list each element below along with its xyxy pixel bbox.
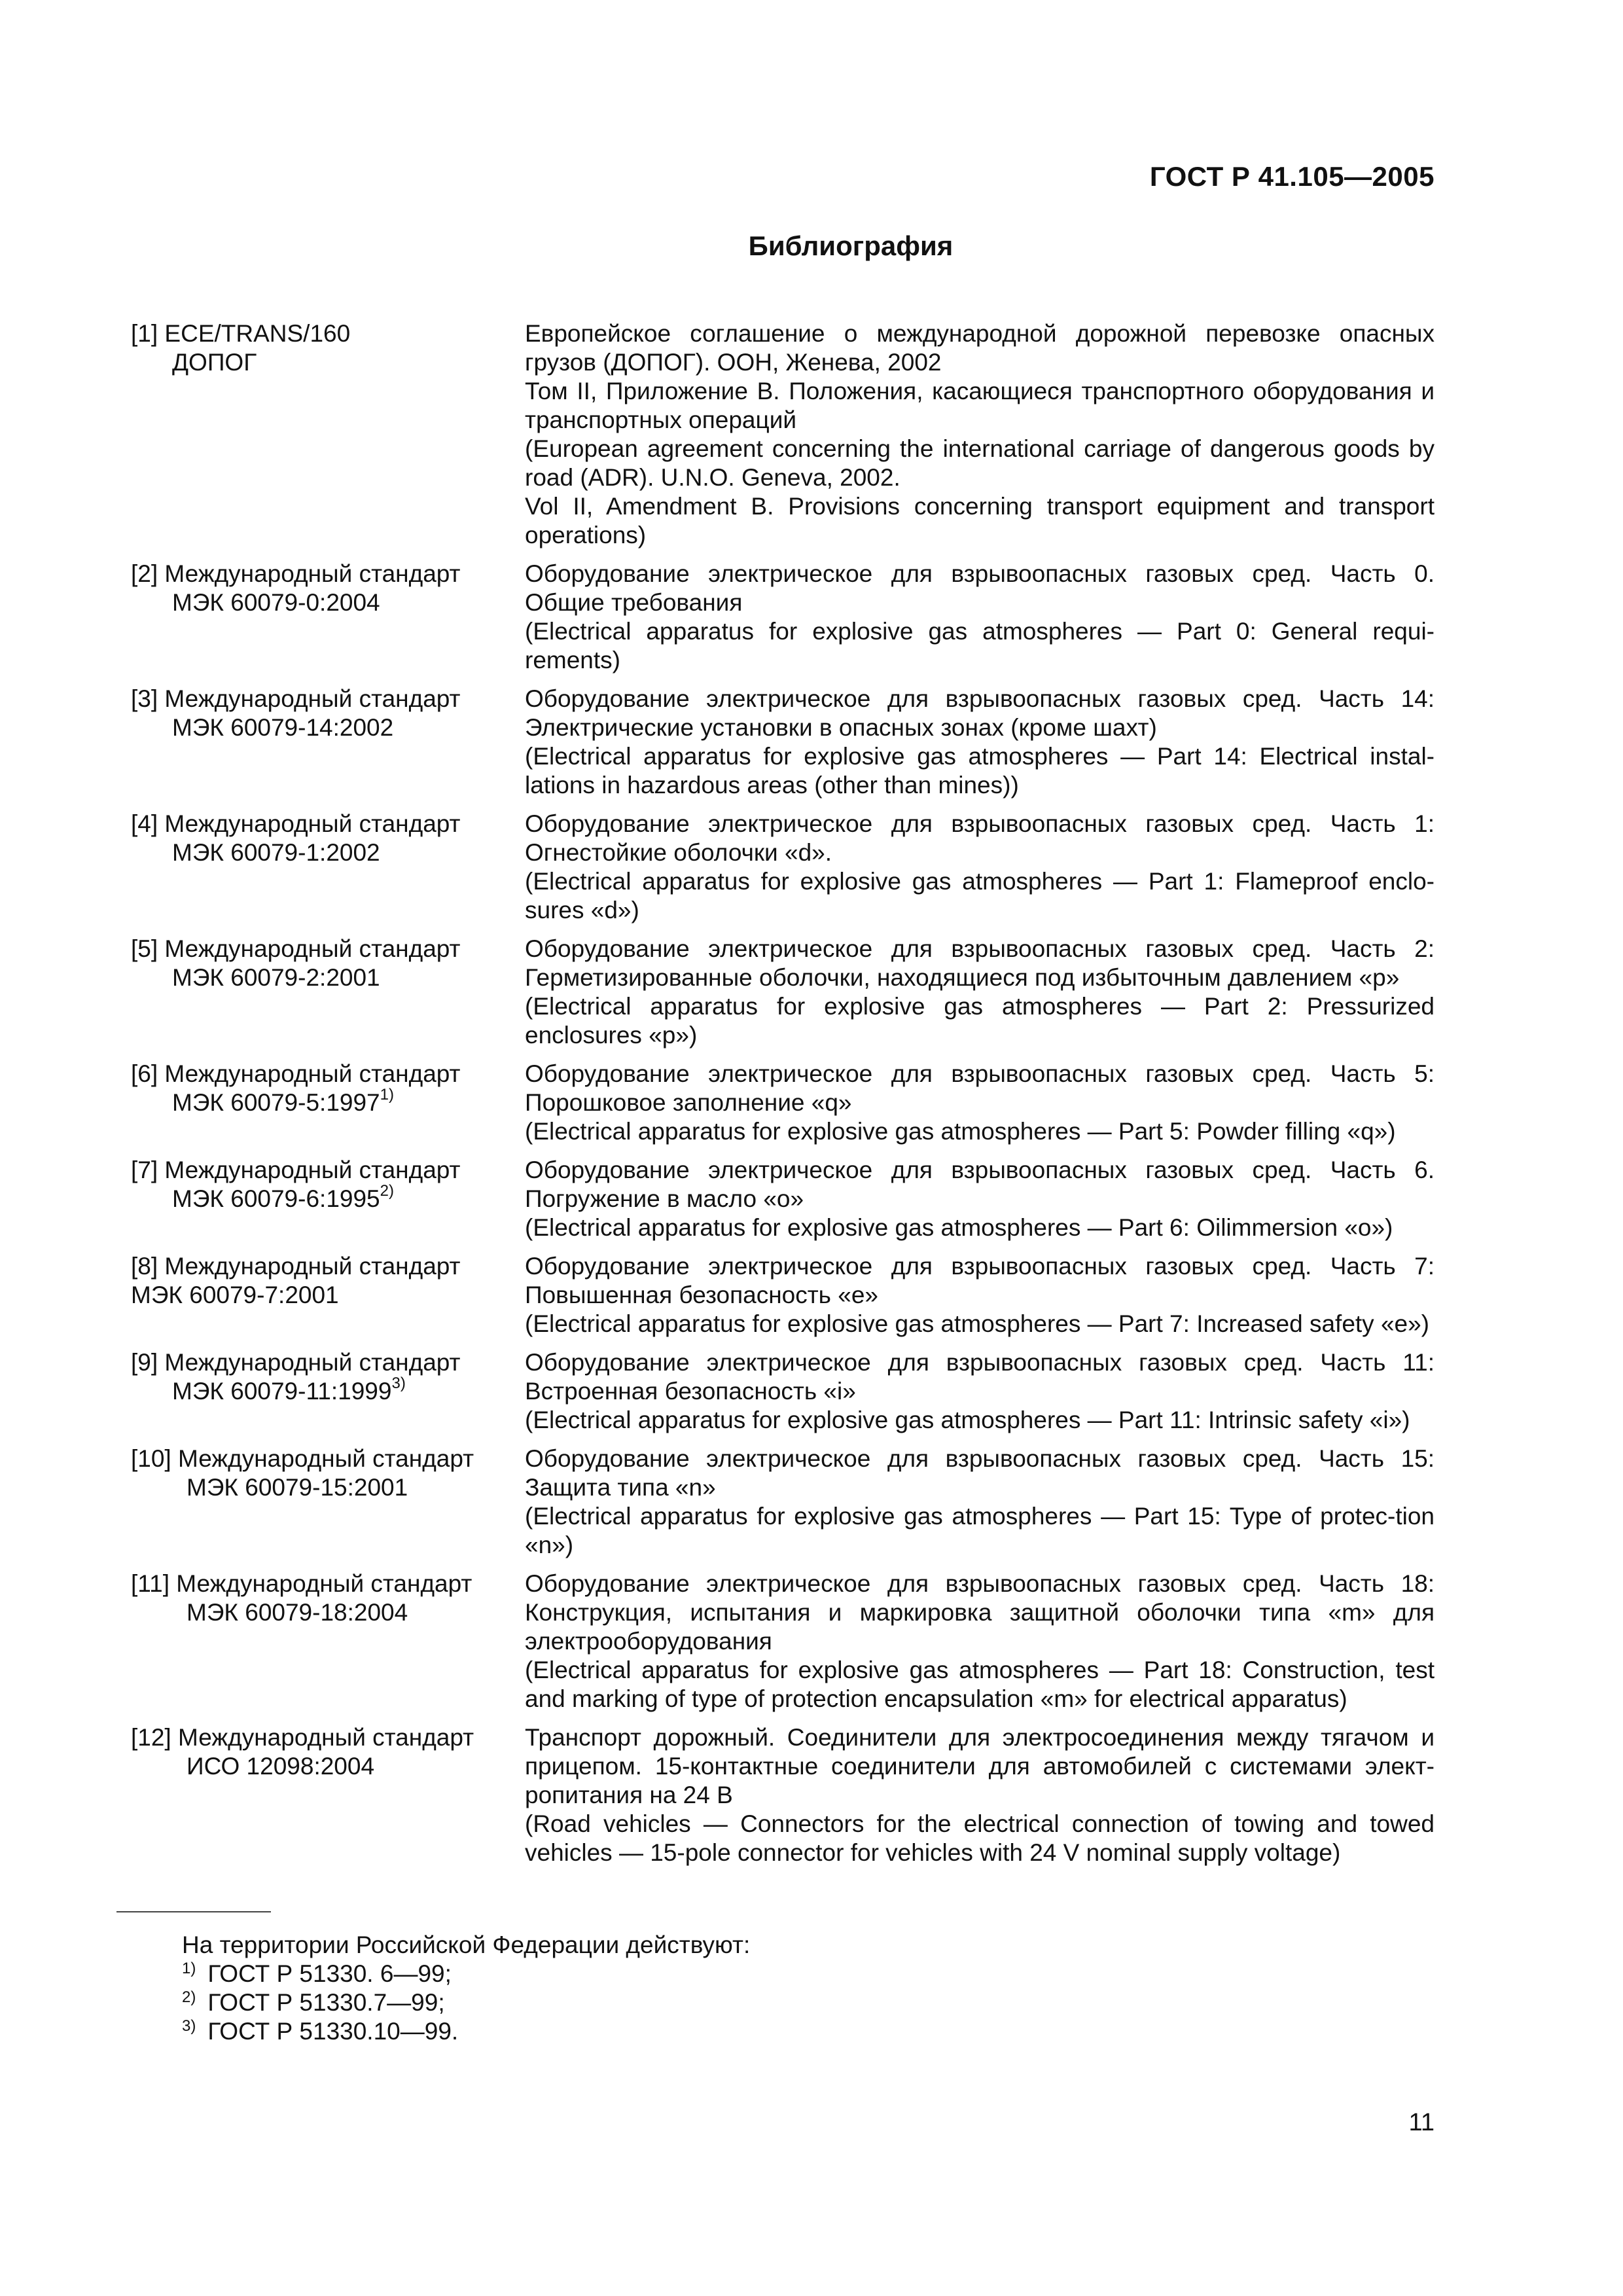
entry-ref-line2: МЭК 60079-7:2001 [131,1282,339,1308]
bibliography-list [131,319,1435,1877]
entry-desc-line: (Electrical apparatus for explosive gas atmospheres — Part 1: Flameproof enclo-sures «d») [525,868,1435,924]
footnote-text: ГОСТ Р 51330.10—99. [207,2018,459,2045]
bibliography-entry [131,935,1435,1050]
entry-ref-line1: Международный стандарт [164,810,461,837]
bibliography-entry [131,560,1435,675]
entry-ref-line2: МЭК 60079-5:1997 [172,1089,380,1116]
entry-desc-line: Оборудование электрическое для взрывоопасных газовых сред. Часть 6. Погружение в масло «о» [525,1157,1435,1212]
entry-number: [9] [131,1349,158,1376]
entry-desc-line: (Electrical apparatus for explosive gas atmospheres — Part 6: Oilimmersion «о») [525,1214,1393,1241]
footnote-item [182,1988,750,2017]
entry-reference [131,810,524,925]
entry-ref-line1: Международный стандарт [176,1570,473,1597]
footnote-intro: На территории Российской Федерации действуют: [182,1931,751,1958]
footnote-mark: 1) [182,1959,196,1977]
entry-description [524,319,1435,550]
entry-desc-line: (Electrical apparatus for explosive gas atmospheres — Part 18: Construction, test and marking of type of protection encapsulation «m» for electrical apparatus) [525,1657,1435,1712]
entry-number: [8] [131,1253,158,1280]
entry-number: [12] [131,1724,171,1751]
entry-ref-line2: МЭК 60079-11:1999 [172,1378,392,1405]
entry-description [524,1060,1435,1146]
entry-description [524,1444,1435,1560]
entry-desc-line: Vol II, Amendment B. Provisions concerning transport equipment and transport operations) [525,493,1435,548]
entry-ref-line1: Международный стандарт [178,1445,474,1472]
entry-desc-line: (Electrical apparatus for explosive gas atmospheres — Part 15: Type of protec-tion «n») [525,1503,1435,1558]
entry-ref-line1: Международный стандарт [178,1724,474,1751]
page-title: Библиография [748,230,954,261]
entry-ref-line2: МЭК 60079-15:2001 [187,1474,408,1501]
entry-ref-line1: Международный стандарт [164,1157,461,1183]
bibliography-entry [131,1570,1435,1713]
entry-reference [131,685,524,800]
entry-desc-line: Оборудование электрическое для взрывоопасных газовых сред. Часть 14: Электрические установки в опасных зонах (кроме шахт) [525,685,1435,741]
footnote-text: ГОСТ Р 51330. 6—99; [207,1960,452,1987]
entry-description [524,685,1435,800]
entry-number: [11] [131,1570,169,1597]
footnote-item [182,1960,750,1988]
entry-desc-line: Европейское соглашение о международной дорожной перевозке опасных грузов (ДОПОГ). ООН, Женева, 2002 [525,320,1435,376]
entry-reference [131,1156,524,1242]
entry-desc-line: Оборудование электрическое для взрывоопасных газовых сред. Часть 0. Общие требования [525,560,1435,616]
entry-desc-line: Оборудование электрическое для взрывоопасных газовых сред. Часть 11: Встроенная безопасность «i» [525,1349,1435,1405]
entry-desc-line: Оборудование электрическое для взрывоопасных газовых сред. Часть 7: Повышенная безопасность «е» [525,1253,1435,1308]
entry-reference [131,1252,524,1338]
footnote-marker: 3) [391,1374,406,1392]
entry-description [524,1570,1435,1713]
footnote-mark: 3) [182,2017,196,2035]
entry-ref-line1: Международный стандарт [164,685,461,712]
entry-reference [131,560,524,675]
footnote-item [182,2017,750,2046]
entry-ref-line1: Международный стандарт [164,1253,461,1280]
entry-desc-line: (Electrical apparatus for explosive gas atmospheres — Part 0: General requi-rements) [525,618,1435,673]
entry-reference [131,1723,524,1867]
footnote-text: ГОСТ Р 51330.7—99; [207,1989,445,2016]
entry-description [524,810,1435,925]
footnote-marker: 1) [380,1085,394,1103]
entry-ref-line2: ИСО 12098:2004 [187,1753,375,1780]
entry-number: [5] [131,935,158,962]
entry-ref-line2: ДОПОГ [172,349,257,376]
entry-description [524,1348,1435,1435]
bibliography-entry [131,1252,1435,1338]
entry-reference [131,1060,524,1146]
entry-ref-line1: Международный стандарт [164,1060,461,1087]
entry-number: [7] [131,1157,158,1183]
entry-desc-line: Оборудование электрическое для взрывоопасных газовых сред. Часть 1: Огнестойкие оболочки «d». [525,810,1435,866]
bibliography-entry [131,1348,1435,1435]
entry-desc-line: (Electrical apparatus for explosive gas atmospheres — Part 14: Electrical instal-lations in hazardous areas (other than mines)) [525,743,1435,798]
entry-description [524,935,1435,1050]
bibliography-entry [131,810,1435,925]
bibliography-entry [131,1156,1435,1242]
footnote-mark: 2) [182,1988,196,2006]
entry-desc-line: (Electrical apparatus for explosive gas atmospheres — Part 5: Powder filling «q») [525,1118,1396,1145]
entry-reference [131,1570,524,1713]
bibliography-entry [131,1723,1435,1867]
entry-reference [131,1444,524,1560]
entry-desc-line: Оборудование электрическое для взрывоопасных газовых сред. Часть 5: Порошковое заполнение «q» [525,1060,1435,1116]
footnote-marker: 2) [380,1181,394,1200]
entry-ref-line2: МЭК 60079-6:1995 [172,1185,380,1212]
entry-desc-line: (European agreement concerning the international carriage of dangerous goods by road (ADR). U.N.O. Geneva, 2002. [525,435,1435,491]
entry-number: [6] [131,1060,158,1087]
entry-number: [2] [131,560,158,587]
entry-number: [10] [131,1445,171,1472]
footnote-separator [116,1911,271,1912]
entry-reference [131,1348,524,1435]
entry-ref-line1: Международный стандарт [164,1349,461,1376]
entry-number: [1] [131,320,158,347]
entry-desc-line: (Electrical apparatus for explosive gas atmospheres — Part 2: Pressurized enclosures «р») [525,993,1435,1049]
entry-description [524,1252,1435,1338]
entry-description [524,1156,1435,1242]
entry-desc-line: Оборудование электрическое для взрывоопасных газовых сред. Часть 18: Конструкция, испытания и маркировка защитной оболочки типа «m» для электрооборудования [525,1570,1435,1655]
footnotes [182,1931,750,2046]
entry-desc-line: Транспорт дорожный. Соединители для электросоединения между тягачом и прицепом. 15-контактные соединители для автомобилей с системами элект-ропитания на 24 В [525,1724,1435,1808]
bibliography-entry [131,319,1435,550]
entry-desc-line: Том II, Приложение В. Положения, касающиеся транспортного оборудования и транспортных операций [525,378,1435,433]
entry-ref-line1: Международный стандарт [164,560,461,587]
entry-ref-line2: МЭК 60079-0:2004 [172,589,380,616]
entry-desc-line: Оборудование электрическое для взрывоопасных газовых сред. Часть 2: Герметизированные оболочки, находящиеся под избыточным давлением «р» [525,935,1435,991]
entry-description [524,560,1435,675]
entry-desc-line: Оборудование электрическое для взрывоопасных газовых сред. Часть 15: Защита типа «n» [525,1445,1435,1501]
entry-ref-line1: Международный стандарт [164,935,461,962]
page-number: 11 [1408,2109,1435,2136]
entry-ref-line2: МЭК 60079-2:2001 [172,964,380,991]
entry-number: [4] [131,810,158,837]
bibliography-entry [131,1060,1435,1146]
document-header: ГОСТ Р 41.105—2005 [1149,161,1435,192]
entry-description [524,1723,1435,1867]
bibliography-entry [131,1444,1435,1560]
entry-reference [131,935,524,1050]
entry-reference [131,319,524,550]
bibliography-entry [131,685,1435,800]
entry-desc-line: (Electrical apparatus for explosive gas atmospheres — Part 11: Intrinsic safety «i») [525,1407,1410,1433]
entry-ref-line2: МЭК 60079-14:2002 [172,714,394,741]
entry-ref-line2: МЭК 60079-18:2004 [187,1599,408,1626]
entry-desc-line: (Electrical apparatus for explosive gas atmospheres — Part 7: Increased safety «е») [525,1310,1430,1337]
entry-number: [3] [131,685,158,712]
entry-ref-line1: ECE/TRANS/160 [164,320,351,347]
entry-desc-line: (Road vehicles — Connectors for the electrical connection of towing and towed vehicles — 15-pole connector for vehicles with 24 V nominal supply voltage) [525,1810,1435,1866]
entry-ref-line2: МЭК 60079-1:2002 [172,839,380,866]
